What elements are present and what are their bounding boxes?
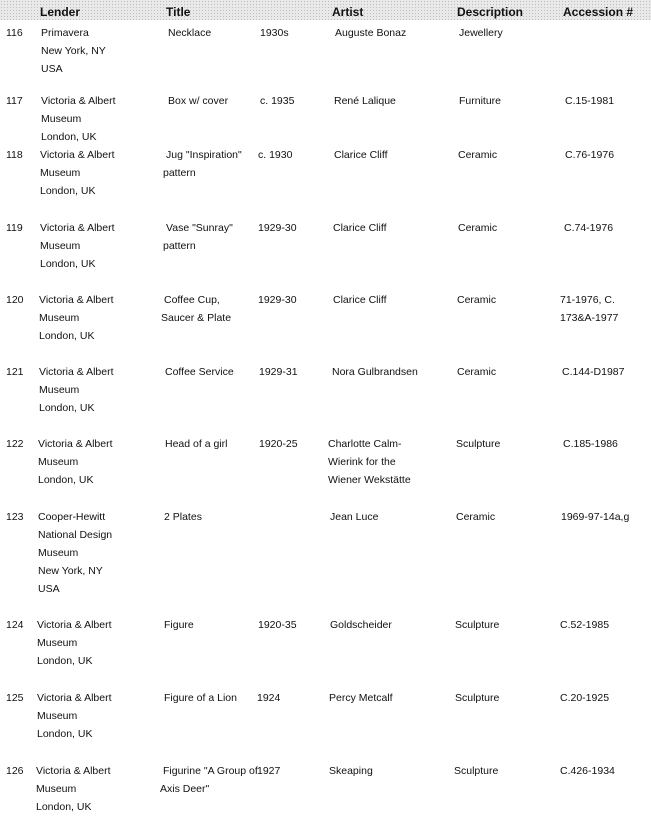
- lender-cell-line: Victoria & Albert: [39, 366, 114, 378]
- artist-cell-line: Charlotte Calm-: [328, 438, 402, 450]
- date-cell: 1930s: [260, 27, 289, 39]
- lender-cell-line: Victoria & Albert: [41, 95, 116, 107]
- lender-cell-line: London, UK: [36, 801, 92, 813]
- accession-cell: [560, 616, 609, 634]
- row-number: 123: [6, 511, 24, 523]
- lender-cell-line: London, UK: [39, 330, 95, 342]
- lender-cell-line: Victoria & Albert: [39, 294, 114, 306]
- description-cell: Sculpture: [455, 692, 500, 704]
- lender-cell-line: Museum: [37, 710, 78, 722]
- artist-cell: [333, 219, 386, 237]
- accession-cell: [562, 363, 624, 381]
- title-cell-line: Necklace: [168, 27, 212, 39]
- lender-cell-line: Victoria & Albert: [38, 438, 113, 450]
- description-cell: Ceramic: [457, 366, 497, 378]
- accession-cell-line: C.144-D1987: [562, 366, 625, 378]
- row-number: 116: [6, 27, 23, 39]
- title-cell: [165, 435, 227, 453]
- title-cell-line: Coffee Service: [165, 366, 234, 378]
- artist-cell: [332, 363, 418, 381]
- lender-cell: [39, 363, 114, 417]
- row-number: 120: [6, 294, 24, 306]
- accession-cell: [564, 219, 613, 237]
- accession-cell: [560, 762, 615, 780]
- title-cell: [163, 146, 242, 182]
- description-cell: Ceramic: [458, 149, 498, 161]
- description-cell: Ceramic: [456, 511, 496, 523]
- row-number: 121: [6, 366, 24, 378]
- artist-cell-line: Clarice Cliff: [333, 294, 387, 306]
- title-cell: [164, 508, 202, 526]
- header-title: Title: [166, 5, 191, 19]
- lender-cell-line: London, UK: [40, 185, 96, 197]
- lender-cell-line: Victoria & Albert: [40, 149, 115, 161]
- lender-cell: [39, 291, 114, 345]
- lender-cell-line: Victoria & Albert: [36, 765, 111, 777]
- table-header: [0, 0, 651, 20]
- artist-cell-line: Auguste Bonaz: [335, 27, 407, 39]
- title-cell-line: Head of a girl: [165, 438, 228, 450]
- accession-cell-line: C.426-1934: [560, 765, 615, 777]
- lender-cell-line: London, UK: [39, 402, 95, 414]
- lender-cell-line: London, UK: [40, 258, 96, 270]
- artist-cell-line: Wiener Wekstätte: [328, 474, 411, 486]
- accession-cell: [560, 689, 609, 707]
- accession-cell-line: C.52-1985: [560, 619, 610, 631]
- description-cell: Sculpture: [456, 438, 501, 450]
- date-cell: c. 1935: [260, 95, 295, 107]
- header-description: Description: [457, 5, 524, 19]
- accession-cell-line: 71-1976, C.: [560, 294, 615, 306]
- date-cell: 1920-25: [259, 438, 298, 450]
- lender-cell: [37, 616, 112, 670]
- accession-cell-line: 1969-97-14a,g: [561, 511, 630, 523]
- date-cell: 1927: [257, 765, 281, 777]
- row-number: 124: [6, 619, 24, 631]
- lender-cell-line: London, UK: [37, 728, 93, 740]
- artist-cell-line: Percy Metcalf: [329, 692, 393, 704]
- title-cell-line: pattern: [163, 167, 196, 179]
- artist-cell: [328, 435, 411, 489]
- lender-cell-line: Victoria & Albert: [37, 619, 112, 631]
- lender-cell: [36, 762, 111, 816]
- artist-cell: [333, 291, 386, 309]
- artist-cell-line: Nora Gulbrandsen: [332, 366, 418, 378]
- lender-cell-line: Museum: [41, 113, 82, 125]
- row-number: 118: [6, 149, 23, 161]
- title-cell: [160, 762, 258, 798]
- lender-cell-line: Victoria & Albert: [37, 692, 112, 704]
- description-cell: Ceramic: [457, 294, 497, 306]
- accession-cell-line: C.74-1976: [564, 222, 614, 234]
- title-cell: [168, 92, 228, 110]
- lender-cell-line: New York, NY: [41, 45, 106, 57]
- lender-cell-line: Museum: [40, 167, 81, 179]
- lender-cell: [41, 24, 106, 78]
- lender-cell-line: USA: [41, 63, 63, 75]
- date-cell: 1924: [257, 692, 281, 704]
- title-cell-line: Jug "Inspiration": [166, 149, 242, 161]
- artist-cell: [330, 508, 378, 526]
- accession-cell: [560, 291, 618, 327]
- title-cell-line: pattern: [163, 240, 196, 252]
- lender-cell: [40, 146, 115, 200]
- title-cell: [163, 219, 233, 255]
- accession-cell: [565, 146, 614, 164]
- lender-cell-line: Museum: [39, 384, 80, 396]
- title-cell: [164, 689, 237, 707]
- title-cell: [164, 616, 194, 634]
- lender-cell-line: Museum: [40, 240, 81, 252]
- lender-cell-line: Museum: [38, 547, 79, 559]
- title-cell-line: Box w/ cover: [168, 95, 229, 107]
- description-cell: Sculpture: [454, 765, 499, 777]
- date-cell: 1920-35: [258, 619, 297, 631]
- artist-cell-line: Wierink for the: [328, 456, 396, 468]
- artist-cell: [335, 24, 406, 42]
- lender-cell-line: London, UK: [41, 131, 97, 143]
- lender-cell-line: National Design: [38, 529, 113, 541]
- title-cell: [165, 363, 234, 381]
- lender-cell: [37, 689, 112, 743]
- title-cell-line: Figure of a Lion: [164, 692, 237, 704]
- artist-cell-line: Clarice Cliff: [333, 222, 387, 234]
- title-cell: [168, 24, 211, 42]
- title-cell: [161, 291, 232, 327]
- accession-cell-line: C.76-1976: [565, 149, 615, 161]
- accession-cell-line: C.185-1986: [563, 438, 618, 450]
- title-cell-line: Axis Deer": [160, 783, 210, 795]
- lender-cell-line: Museum: [37, 637, 78, 649]
- lender-cell-line: Primavera: [41, 27, 89, 39]
- lender-cell: [38, 435, 113, 489]
- title-cell-line: Vase "Sunray": [166, 222, 233, 234]
- accession-cell: [563, 435, 618, 453]
- accession-cell-line: C.20-1925: [560, 692, 610, 704]
- artist-cell-line: Jean Luce: [330, 511, 379, 523]
- title-cell-line: Figurine "A Group of: [163, 765, 258, 777]
- description-cell: Sculpture: [455, 619, 500, 631]
- description-cell: Jewellery: [459, 27, 503, 39]
- accession-cell: [565, 92, 614, 110]
- date-cell: 1929-30: [258, 294, 297, 306]
- title-cell-line: 2 Plates: [164, 511, 202, 523]
- lender-cell: [38, 508, 112, 598]
- row-number: 122: [6, 438, 24, 450]
- title-cell-line: Saucer & Plate: [161, 312, 232, 324]
- lender-cell-line: Museum: [38, 456, 79, 468]
- lender-cell-line: New York, NY: [38, 565, 103, 577]
- lender-cell: [40, 219, 115, 273]
- lender-cell: [41, 92, 116, 146]
- date-cell: 1929-30: [258, 222, 297, 234]
- date-cell: c. 1930: [258, 149, 293, 161]
- artist-cell-line: René Lalique: [334, 95, 396, 107]
- description-cell: Furniture: [459, 95, 502, 107]
- accession-cell-line: C.15-1981: [565, 95, 615, 107]
- description-cell: Ceramic: [458, 222, 498, 234]
- artist-cell: [334, 92, 396, 110]
- artist-cell: [329, 689, 393, 707]
- header-artist: Artist: [332, 5, 364, 19]
- artist-cell: [334, 146, 387, 164]
- date-cell: 1929-31: [259, 366, 298, 378]
- lender-cell-line: Museum: [36, 783, 77, 795]
- artist-cell-line: Goldscheider: [330, 619, 392, 631]
- lender-cell-line: USA: [38, 583, 60, 595]
- lender-cell-line: Museum: [39, 312, 80, 324]
- lender-cell-line: Victoria & Albert: [40, 222, 115, 234]
- row-number: 126: [6, 765, 24, 777]
- row-number: 117: [6, 95, 23, 107]
- artist-cell-line: Skeaping: [329, 765, 373, 777]
- accession-cell: [561, 508, 629, 526]
- row-number: 125: [6, 692, 24, 704]
- title-cell-line: Coffee Cup,: [164, 294, 220, 306]
- artist-cell-line: Clarice Cliff: [334, 149, 388, 161]
- header-accession: Accession #: [563, 5, 634, 19]
- title-cell-line: Figure: [164, 619, 194, 631]
- artist-cell: [330, 616, 392, 634]
- accession-cell-line: 173&A-1977: [560, 312, 619, 324]
- lender-cell-line: London, UK: [37, 655, 93, 667]
- row-number: 119: [6, 222, 23, 234]
- lender-cell-line: London, UK: [38, 474, 94, 486]
- lender-cell-line: Cooper-Hewitt: [38, 511, 106, 523]
- artist-cell: [329, 762, 373, 780]
- header-lender: Lender: [40, 5, 81, 19]
